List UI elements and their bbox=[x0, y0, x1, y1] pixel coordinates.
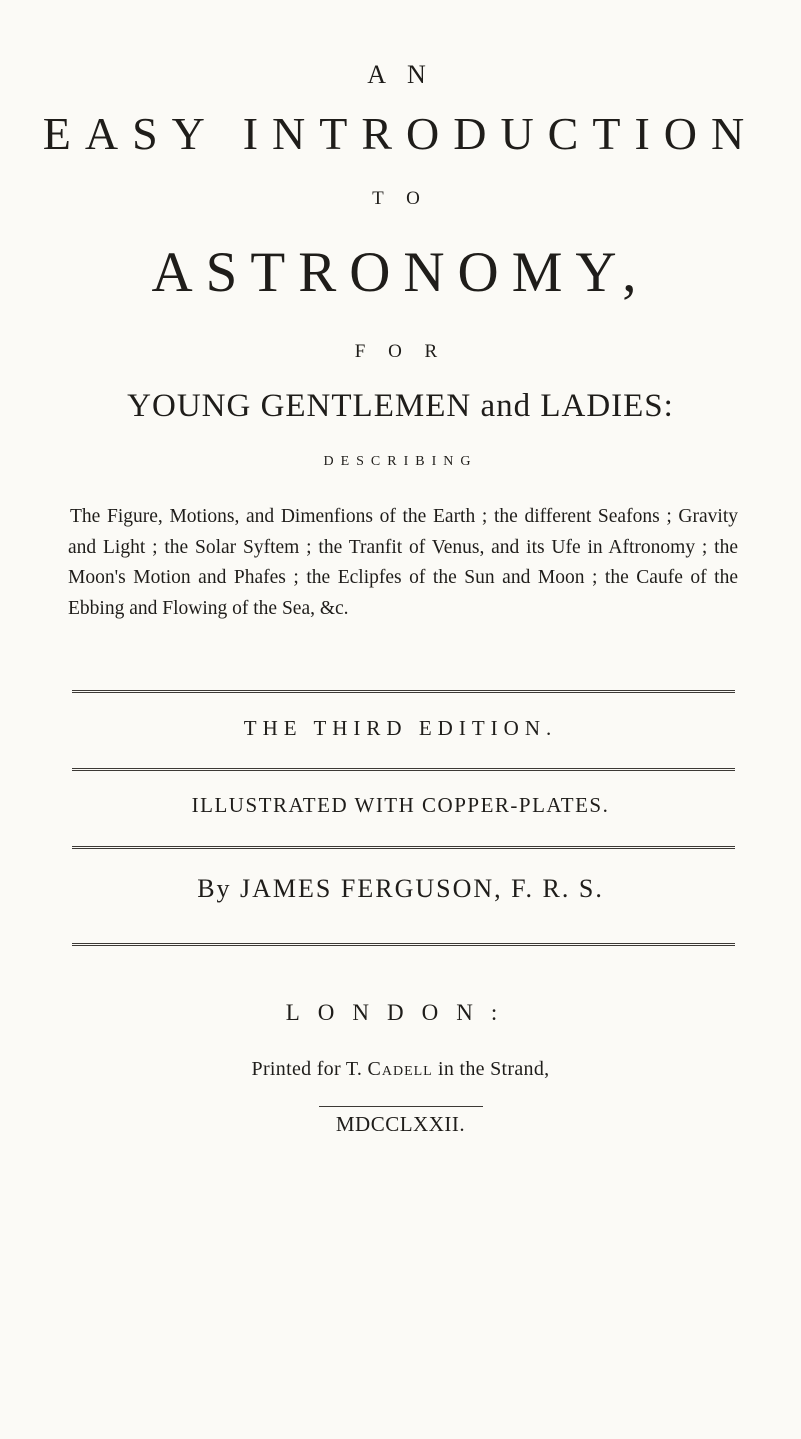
title-to: T O bbox=[372, 188, 429, 209]
imprint-date: MDCCLXXII. bbox=[335, 1112, 466, 1136]
article-an: A N bbox=[367, 60, 434, 89]
divider-rule bbox=[72, 943, 735, 946]
illustration-statement: ILLUSTRATED WITH COPPER-PLATES. bbox=[191, 793, 610, 817]
title-for: F O R bbox=[354, 341, 447, 362]
author-line: By JAMES FERGUSON, F. R. S. bbox=[197, 874, 604, 903]
edition-statement: THE THIRD EDITION. bbox=[243, 716, 558, 740]
title-astronomy: ASTRONOMY, bbox=[151, 241, 650, 304]
printer-name: Cadell bbox=[367, 1058, 433, 1080]
divider-rule bbox=[72, 846, 735, 849]
title-easy-introduction: EASY INTRODUCTION bbox=[42, 108, 759, 159]
short-divider-rule bbox=[319, 1106, 483, 1107]
title-audience: YOUNG GENTLEMEN and LADIES: bbox=[127, 388, 674, 424]
describing-label: DESCRIBING bbox=[323, 454, 478, 469]
imprint-city: LONDON: bbox=[285, 1000, 516, 1025]
imprint-prefix: Printed for T. bbox=[251, 1058, 368, 1080]
contents-description: The Figure, Motions, and Dimenfions of the Earth ; the different Seafons ; Gravity and Light ; the Solar Syftem ; the Tranfit of Venus, and its Ufe in Aftronomy ; the Moon's Motion and Phafes ; the Eclipfes of the Sun and Moon ; the Caufe of the Ebbing and Flowing of the Sea, &c. bbox=[68, 506, 738, 619]
divider-rule bbox=[72, 690, 735, 693]
imprint-printer-line bbox=[0, 1058, 801, 1081]
divider-rule bbox=[72, 768, 735, 771]
imprint-suffix: in the Strand, bbox=[432, 1058, 550, 1080]
